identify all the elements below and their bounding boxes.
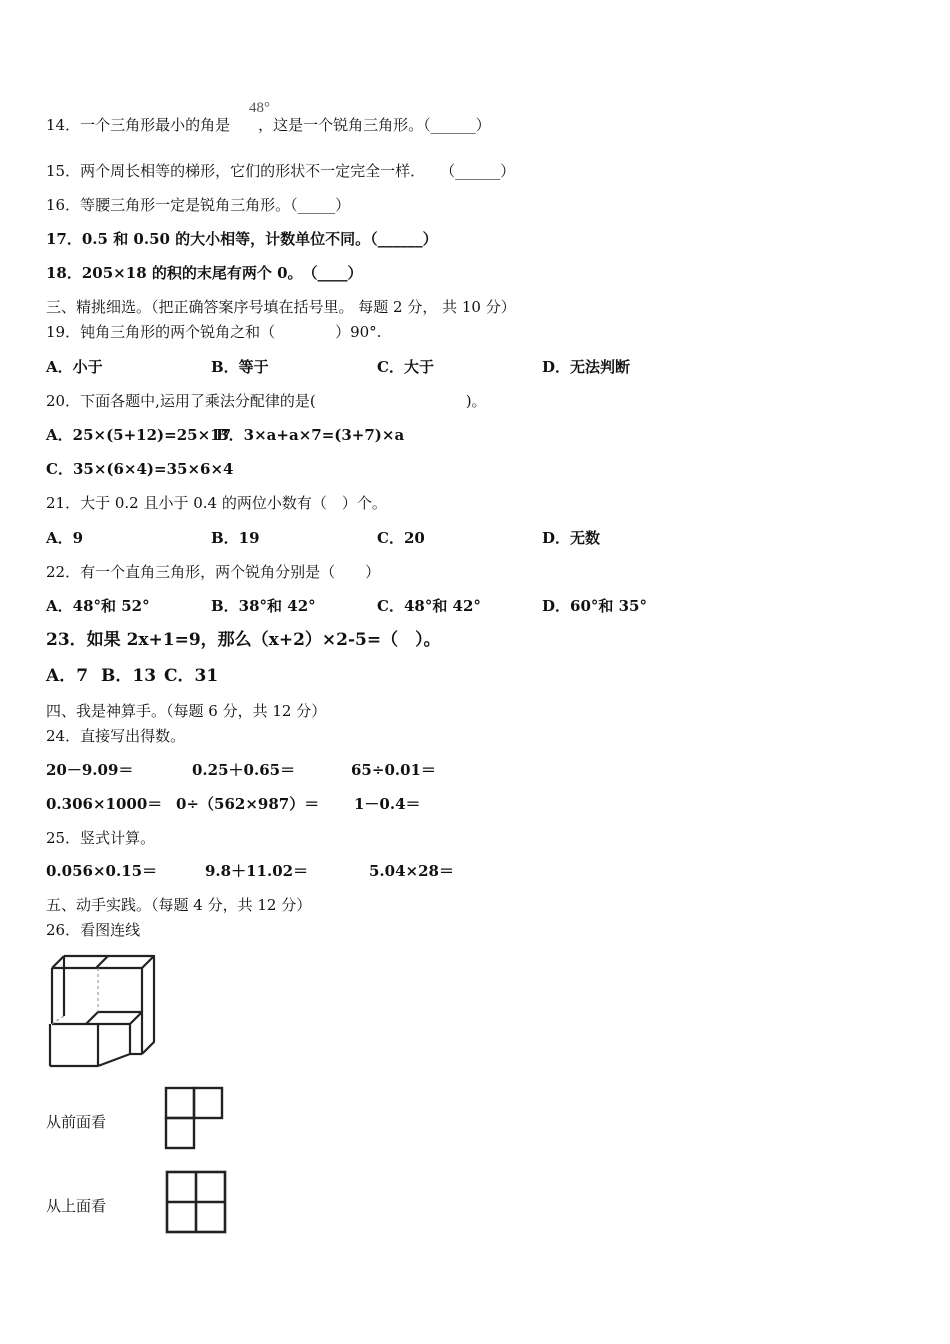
q20-option-c: C．35×(6×4)=35×6×4 <box>46 460 234 478</box>
q19-option-c: C．大于 <box>377 358 434 376</box>
q24-item-6: 1－0.4＝ <box>354 795 421 813</box>
q24-item-2: 0.25＋0.65＝ <box>192 761 296 779</box>
front-view-label: 从前面看 <box>46 1113 107 1131</box>
q24-item-5: 0÷（562×987）＝ <box>176 795 320 813</box>
cube-solid-figure <box>46 952 158 1070</box>
q22-option-c: C．48°和 42° <box>377 597 481 615</box>
q20-option-b: B．3×a+a×7=(3+7)×a <box>216 426 405 444</box>
question-17: 17．0.5 和 0.50 的大小相等，计数单位不同。（______） <box>46 230 438 248</box>
q22-option-b: B．38°和 42° <box>211 597 316 615</box>
question-14: 14．一个三角形最小的角是 ，这是一个锐角三角形。（______） <box>46 116 491 134</box>
q24-item-3: 65÷0.01＝ <box>351 761 436 779</box>
q23-option-c: C．31 <box>164 666 219 686</box>
q19-option-d: D．无法判断 <box>542 358 631 376</box>
question-21-stem: 21．大于 0.2 且小于 0.4 的两位小数有（ ）个。 <box>46 494 387 512</box>
question-20-stem: 20．下面各题中,运用了乘法分配律的是( )。 <box>46 392 487 410</box>
q24-item-1: 20－9.09＝ <box>46 761 134 779</box>
q22-option-d: D．60°和 35° <box>542 597 647 615</box>
question-26-stem: 26．看图连线 <box>46 921 141 939</box>
question-15: 15．两个周长相等的梯形，它们的形状不一定完全一样． （______） <box>46 162 516 180</box>
top-view-figure <box>163 1168 229 1236</box>
question-19-stem: 19．钝角三角形的两个锐角之和（ ）90°. <box>46 323 382 341</box>
top-view-label: 从上面看 <box>46 1197 107 1215</box>
angle-48-value: 48° <box>249 100 270 116</box>
question-16: 16．等腰三角形一定是锐角三角形。（_____） <box>46 196 351 214</box>
q21-option-d: D．无数 <box>542 529 601 547</box>
q19-option-a: A．小于 <box>46 358 103 376</box>
q24-item-4: 0.306×1000＝ <box>46 795 163 813</box>
question-22-stem: 22．有一个直角三角形，两个锐角分别是（ ） <box>46 563 381 581</box>
question-18: 18．205×18 的积的末尾有两个 0。 （____） <box>46 264 363 282</box>
q21-option-a: A．9 <box>46 529 84 547</box>
q23-option-b: B．13 <box>101 666 157 686</box>
q25-item-3: 5.04×28＝ <box>369 862 454 880</box>
section-3-heading: 三、精挑细选。（把正确答案序号填在括号里。 每题 2 分， 共 10 分） <box>46 298 516 316</box>
q25-item-1: 0.056×0.15＝ <box>46 862 158 880</box>
question-24-stem: 24．直接写出得数。 <box>46 727 186 745</box>
section-5-heading: 五、动手实践。（每题 4 分，共 12 分） <box>46 896 312 914</box>
section-4-heading: 四、我是神算手。（每题 6 分，共 12 分） <box>46 702 327 720</box>
q25-item-2: 9.8＋11.02＝ <box>205 862 309 880</box>
q20-option-a: A．25×(5+12)=25×17 <box>46 426 232 444</box>
q21-option-b: B．19 <box>211 529 260 547</box>
front-view-figure <box>162 1084 226 1152</box>
q23-option-a: A．7 <box>46 666 89 686</box>
q22-option-a: A．48°和 52° <box>46 597 150 615</box>
question-25-stem: 25．竖式计算。 <box>46 829 156 847</box>
question-23-stem: 23．如果 2x+1=9，那么（x+2）×2-5=（ ）。 <box>46 630 441 650</box>
q21-option-c: C．20 <box>377 529 425 547</box>
q19-option-b: B．等于 <box>211 358 269 376</box>
